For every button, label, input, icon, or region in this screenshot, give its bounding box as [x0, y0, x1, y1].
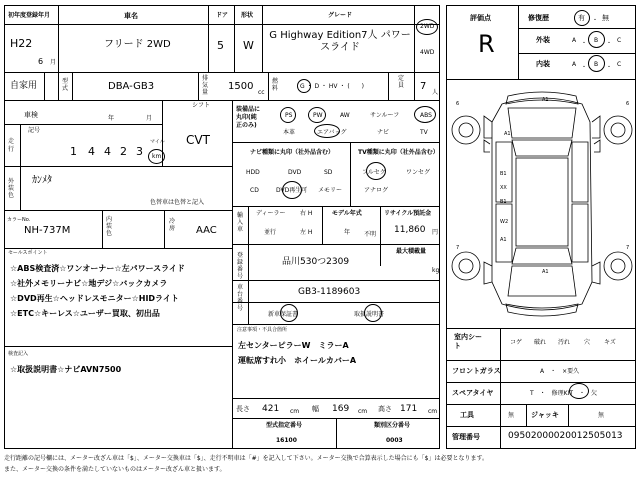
divider	[526, 404, 527, 426]
damage-label: B1	[500, 199, 507, 205]
navi-dvd-play: DVD再生可	[276, 187, 308, 194]
mileage-digit-5: 3	[136, 145, 143, 158]
reg-year: H22	[10, 37, 33, 50]
import-label: 輸入車	[237, 212, 244, 233]
sales-point-line: ☆DVD再生☆ヘッドレスモニター☆HIDライト	[10, 294, 179, 303]
displacement-label: 排気量	[202, 75, 209, 96]
jack-label: ジャッキ	[531, 411, 559, 419]
sheet-item-hole: 穴	[584, 339, 591, 346]
inspector-line: ☆取扱説明書☆ナビAVN7500	[10, 365, 122, 374]
interior-label: 内装色	[106, 216, 113, 237]
shape-label: 形状	[241, 12, 254, 19]
drive-4wd: 4WD	[420, 49, 435, 56]
divider	[388, 72, 389, 100]
mileage-digit-1: 1	[70, 145, 77, 158]
displacement-value: 1500	[228, 81, 254, 92]
divider	[248, 206, 249, 244]
circle-mark	[588, 55, 605, 72]
type-designation-label: 型式指定番号	[266, 422, 303, 429]
eval-label: 評価点	[470, 14, 491, 22]
type-label: 型式	[62, 78, 69, 92]
divider	[102, 210, 103, 248]
exterior-label: 外装色	[8, 178, 15, 199]
shift-label: シフト	[192, 102, 211, 109]
divider	[4, 346, 232, 347]
sheet-item-scratch: キズ	[604, 339, 616, 346]
windshield-value: A ・ ×要久	[540, 368, 580, 375]
equip-leather: 本革	[283, 129, 296, 136]
divider	[4, 210, 232, 211]
damage-label: XX	[500, 185, 507, 191]
divider	[20, 166, 21, 210]
recycle-label: リサイクル預託金	[384, 210, 432, 217]
circle-mark	[280, 304, 298, 322]
equip-pw: PW	[313, 112, 323, 119]
tools-label: 工具	[460, 411, 474, 419]
type-designation-value: 16100	[276, 437, 297, 444]
sales-points-label: セールスポイント	[8, 250, 48, 256]
divider	[446, 404, 636, 405]
divider	[232, 280, 440, 281]
divider	[4, 166, 232, 167]
tv-analog: アナログ	[364, 187, 389, 194]
divider	[232, 398, 440, 399]
windshield-label: フロントガラス	[452, 367, 501, 375]
separator-dot: ・	[581, 64, 588, 71]
damage-label: A1	[542, 269, 549, 275]
divider	[518, 28, 636, 29]
reg-number: 品川530つ2309	[282, 257, 350, 267]
note-label: 記号	[28, 127, 41, 134]
divider	[446, 382, 636, 383]
damage-label: A1	[504, 131, 511, 137]
reg-month: 6	[38, 57, 44, 66]
tv-fullseg: フルセグ	[362, 169, 386, 176]
exterior-grade-label: 外装	[536, 36, 550, 44]
grade-value: G Highway Edition7人 パワースライド	[269, 30, 411, 53]
width-label: 幅	[312, 405, 319, 413]
month-label: 月	[146, 115, 153, 122]
tools-value: 無	[508, 412, 515, 419]
right-hand-label: 右 H	[300, 210, 313, 217]
separator-dot: ・	[606, 64, 613, 71]
divider	[322, 206, 323, 244]
notes-line: 左センターピラーW ミラーA	[238, 341, 349, 350]
shape-value: W	[243, 39, 254, 52]
mileage-digit-4: 2	[120, 145, 127, 158]
separator-dot: ・	[592, 17, 599, 24]
circle-mark	[569, 383, 589, 399]
category-value: 0003	[386, 437, 403, 444]
capacity-value: 7	[420, 81, 427, 92]
yen-unit: 円	[432, 229, 439, 236]
max-load-label: 最大積載量	[396, 248, 427, 255]
interior-grade-label: 内装	[536, 60, 550, 68]
divider	[518, 5, 519, 79]
divider	[500, 328, 501, 449]
inspection-label: 車検	[24, 111, 38, 119]
notes-label: 注意事項・不具合箇所	[237, 327, 288, 333]
fuel-label: 燃料	[272, 78, 279, 92]
recycle-value: 11,860	[394, 225, 426, 235]
divider	[4, 72, 440, 73]
divider	[208, 5, 209, 72]
month-unit: 月	[50, 59, 57, 66]
circle-mark	[308, 107, 326, 123]
divider	[446, 426, 636, 427]
width-value: 169	[332, 404, 350, 414]
height-label: 高さ	[378, 405, 392, 413]
dealer-label: ディーラー	[256, 210, 286, 217]
footer-note: 走行距離の記号欄には、メーター改ざん車は「$」、メーター交換車は「$」、走行不明車は「#」を記入して下さい。メーター交換で合算表示した場合にも「$」は必要となります。	[4, 455, 489, 462]
notes-line: 運転席すれ小 ホイールカバーA	[238, 356, 357, 365]
divider	[232, 302, 440, 303]
divider	[58, 5, 59, 100]
color-no-label: カラーNo.	[7, 217, 31, 223]
wheel-number-rr: 7	[626, 245, 630, 251]
divider	[4, 100, 440, 101]
ac-value: AAC	[196, 225, 217, 236]
tv-title: TV種類に丸印（社外品含む）	[358, 149, 439, 156]
wheel-number-fl: 6	[456, 101, 460, 107]
equipment-title: 装備品に丸印(純正のみ)	[236, 106, 261, 129]
equip-abs: ABS	[420, 112, 432, 119]
capacity-label: 定員	[398, 75, 405, 89]
circle-mark	[366, 162, 386, 180]
car-damage-diagram	[450, 82, 634, 326]
mileage-digit-3: 4	[104, 145, 111, 158]
divider	[72, 72, 73, 100]
divider	[4, 248, 232, 249]
exterior-note: 色替車は色替と記入	[150, 199, 205, 206]
mgmt-number: 09502000020012505013	[508, 431, 623, 441]
inspector-label: 検査記入	[8, 351, 29, 357]
divider	[350, 142, 351, 206]
navi-dvd: DVD	[288, 169, 302, 176]
category-label: 類別区分番号	[374, 422, 411, 429]
navi-sd: SD	[324, 169, 333, 176]
exterior-color: ｶﾝﾒﾀ	[32, 175, 52, 186]
navi-hdd: HDD	[246, 169, 260, 176]
sales-point-line: ☆社外メモリーナビ☆地デジ☆バックカメラ	[10, 279, 168, 288]
damage-label: W2	[500, 219, 509, 225]
equip-sunroof: サンルーフ	[370, 112, 400, 119]
circle-mark	[297, 79, 311, 93]
circle-mark	[148, 149, 165, 164]
wheel-number-fr: 6	[626, 101, 630, 107]
circle-mark	[588, 31, 605, 48]
divider	[518, 53, 636, 54]
equip-aw: AW	[340, 112, 350, 119]
year-label: 年	[108, 115, 115, 122]
interior-sheet-label: 室内シート	[454, 333, 482, 350]
divider	[414, 5, 415, 100]
spare-tire-label: スペアタイヤ	[452, 389, 494, 397]
separator-dot: ・	[581, 40, 588, 47]
circle-mark	[364, 304, 382, 322]
repair-label: 修復歴	[528, 14, 549, 22]
owner-manual: 取扱説明書	[354, 311, 385, 318]
parallel-label: 並行	[264, 229, 277, 236]
length-value: 421	[262, 404, 280, 414]
repair-no: 無	[602, 14, 609, 22]
int-grade-a: A	[572, 61, 577, 68]
height-value: 171	[400, 404, 418, 414]
km-label: km	[152, 153, 162, 160]
equip-airbag: エアバッグ	[317, 129, 347, 136]
kg-unit: kg	[432, 267, 440, 274]
divider	[380, 206, 381, 266]
ext-grade-c: C	[617, 37, 622, 44]
fuel-value: G ・ D ・ HV ・ ( )	[300, 83, 365, 90]
equip-tv: TV	[420, 129, 428, 136]
car-name-label: 車名	[124, 12, 138, 20]
damage-label: B1	[500, 171, 507, 177]
navi-cd: CD	[250, 187, 259, 194]
cm-unit: cm	[428, 408, 438, 415]
circle-mark	[314, 124, 340, 138]
divider	[232, 206, 440, 207]
divider	[446, 79, 636, 80]
sheet-item-tear: 破れ	[534, 339, 547, 346]
eval-grade: R	[478, 30, 495, 58]
footer-note: また、メーター交換の条件を満たしていないものはメーター改ざん車と扱います。	[4, 466, 226, 473]
int-grade-b: B	[594, 61, 599, 68]
divider	[232, 244, 440, 245]
reg-label: 登録番号	[237, 252, 244, 280]
left-hand-label: 左 H	[300, 229, 313, 236]
divider	[446, 328, 636, 329]
navi-memory: メモリー	[318, 187, 343, 194]
sales-point-line: ☆ABS検査済☆ワンオーナー☆左パワースライド	[10, 264, 185, 273]
divider	[268, 72, 269, 100]
drive-2wd: 2WD	[420, 23, 435, 30]
model-year-label: モデル年式	[332, 210, 362, 217]
car-name: フリード 2WD	[104, 39, 171, 50]
first-reg-label: 初年度登録年月	[8, 12, 51, 19]
jack-value: 無	[598, 412, 605, 419]
tv-oneseg: ワンセグ	[406, 169, 431, 176]
spare-tire-value: T ・ 修理KIT ・ 欠	[530, 390, 598, 397]
model-year-unknown: 不明	[364, 231, 377, 238]
mile-label: マイル	[150, 139, 165, 145]
ext-grade-b: B	[594, 37, 599, 44]
new-car-warranty: 新車保証書	[268, 311, 299, 318]
ac-label: 冷房	[169, 218, 176, 232]
ext-grade-a: A	[572, 37, 577, 44]
divider	[234, 5, 235, 72]
chassis-number: GB3-1189603	[298, 287, 361, 297]
divider	[198, 72, 199, 100]
cm-unit: cm	[358, 408, 368, 415]
divider	[568, 404, 569, 426]
mileage-label: 走行	[8, 138, 15, 153]
cc-unit: cc	[258, 89, 265, 96]
circle-mark	[282, 181, 302, 199]
model-year-year: 年	[344, 229, 351, 236]
shift-value: CVT	[186, 133, 210, 147]
divider	[248, 244, 249, 324]
divider	[232, 142, 440, 143]
doors-value: 5	[217, 39, 224, 52]
chassis-label: 車台 号	[237, 284, 244, 312]
divider	[164, 210, 165, 248]
use-value: 自家用	[10, 81, 38, 91]
divider	[446, 360, 636, 361]
model-value: DBA-GB3	[108, 81, 155, 92]
color-no-value: NH-737M	[24, 225, 71, 236]
mgmt-label: 管理番号	[452, 433, 480, 441]
equip-ps: PS	[285, 112, 293, 119]
separator-dot: ・	[606, 40, 613, 47]
wheel-number-rl: 7	[456, 245, 460, 251]
damage-label: A1	[500, 237, 507, 243]
circle-mark	[414, 106, 436, 123]
doors-label: ドア	[216, 12, 228, 19]
mileage-digit-2: 4	[88, 145, 95, 158]
damage-label: A1	[542, 97, 549, 103]
navi-title: ナビ種類に丸印（社外品含む）	[250, 149, 335, 156]
divider	[336, 418, 337, 448]
divider	[4, 24, 440, 25]
circle-mark	[416, 19, 438, 35]
cm-unit: cm	[290, 408, 300, 415]
equip-navi: ナビ	[377, 129, 390, 136]
sheet-item-dirt: 汚れ	[558, 339, 571, 346]
divider	[4, 124, 162, 125]
repair-yes: 有	[578, 14, 585, 22]
circle-mark	[280, 107, 296, 123]
divider	[232, 100, 233, 248]
divider	[20, 124, 21, 166]
grade-label: グレード	[328, 12, 353, 19]
divider	[44, 72, 45, 100]
length-label: 長さ	[236, 405, 250, 413]
sheet-item-burn: コゲ	[510, 339, 523, 346]
divider	[232, 324, 440, 325]
sales-point-line: ☆ETC☆キーレス☆ユーザー買取、初出品	[10, 309, 160, 318]
divider	[262, 5, 263, 72]
capacity-unit: 人	[432, 89, 439, 96]
circle-mark	[574, 10, 590, 26]
int-grade-c: C	[617, 61, 622, 68]
